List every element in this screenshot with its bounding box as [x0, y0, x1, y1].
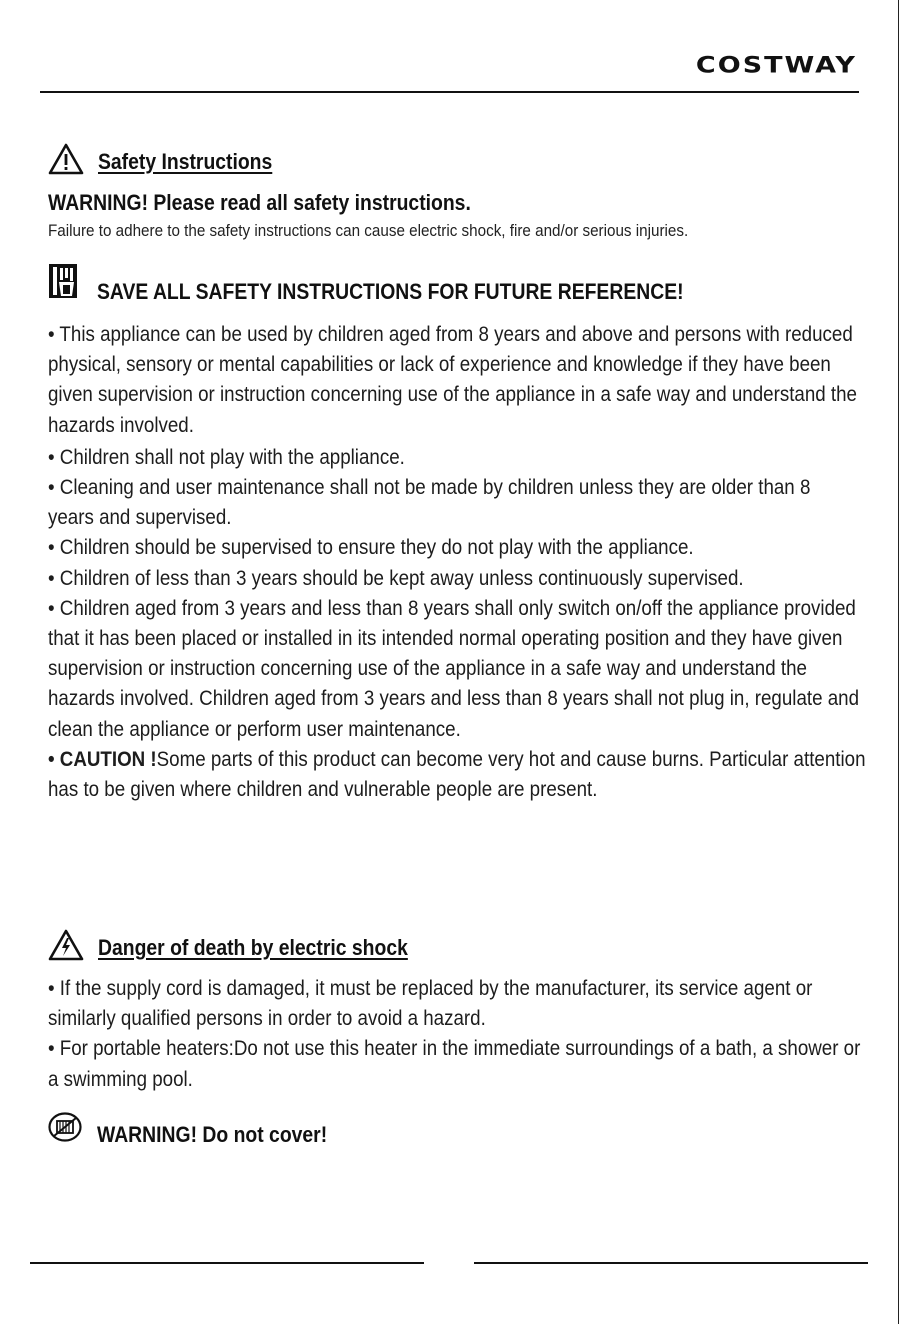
safety-heading [48, 143, 296, 180]
caution-text: Some parts of this product can become very hot and cause burns. Particular attention has to be given where children and vulnerable people are present. [48, 747, 866, 802]
electric-shock-icon [48, 929, 84, 966]
footer-divider-right [474, 1262, 868, 1264]
caution-paragraph [48, 745, 868, 805]
save-instructions-notice: SAVE ALL SAFETY INSTRUCTIONS FOR FUTURE REFERENCE! [97, 279, 684, 304]
electric-heading-label: Danger of death by electric shock [98, 934, 408, 960]
safety-heading-label: Safety Instructions [98, 148, 273, 174]
bullet-cleaning: • Cleaning and user maintenance shall not be made by children unless they are older than 8 years and supervised. [48, 476, 811, 530]
bullet-supervised: • Children should be supervised to ensure they do not play with the appliance. [48, 536, 694, 560]
warning-triangle-icon [48, 143, 84, 180]
cover-warning-label: WARNING! Do not cover! [97, 1122, 328, 1147]
bullet-under-three: • Children of less than 3 years should be kept away unless continuously supervised. [48, 566, 744, 590]
caution-label: • CAUTION ! [48, 747, 157, 771]
bullet-portable-heaters: • For portable heaters:Do not use this heater in the immediate surroundings of a bath, a shower or a swimming pool. [48, 1037, 861, 1091]
header-divider [40, 91, 859, 93]
safety-body [48, 320, 866, 805]
electric-body [48, 974, 861, 1095]
warning-title: WARNING! Please read all safety instructions. [48, 190, 471, 215]
read-manual-icon [48, 262, 78, 305]
do-not-cover-icon [48, 1112, 82, 1147]
paragraph-capabilities: • This appliance can be used by children aged from 8 years and above and persons with reduced physical, sensory or mental capabilities or lack of experience and knowledge if they have been given supervision or instruction concerning use of the appliance in a safe way and understand the hazards involved. [48, 323, 857, 437]
footer-divider-left [30, 1262, 424, 1264]
bullet-supply-cord: • If the supply cord is damaged, it must be replaced by the manufacturer, its service agent or similarly qualified persons in order to avoid a hazard. [48, 977, 813, 1031]
bullet-no-play: • Children shall not play with the appliance. [48, 445, 405, 469]
bullet-three-to-eight: • Children aged from 3 years and less than 8 years shall only switch on/off the appliance provided that it has been placed or installed in its intended normal operating position and they have given supervision or instruction concerning use of the appliance in a safe way and understand the hazards involved. Children aged from 3 years and less than 8 years shall not plug in, regulate and clean the appliance or perform user maintenance. [48, 596, 860, 741]
electric-heading [48, 929, 450, 966]
warning-subtitle: Failure to adhere to the safety instructions can cause electric shock, fire and/or serious injuries. [48, 221, 689, 240]
brand-logo: COSTWAY [695, 52, 857, 79]
cover-warning [83, 1122, 359, 1148]
